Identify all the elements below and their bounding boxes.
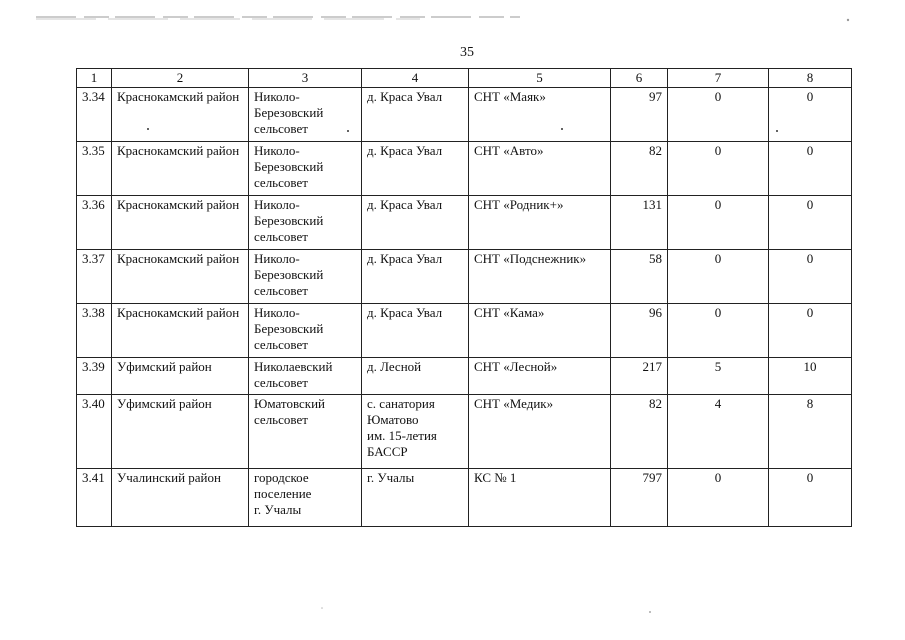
value-col7-cell: 5 [668,358,769,395]
locality-cell: г. Учалы [362,469,469,527]
locality-cell: д. Краса Увал [362,250,469,304]
value-col7-cell: 0 [668,250,769,304]
council-cell: Николаевский сельсовет [249,358,362,395]
value-col6-cell: 797 [611,469,668,527]
district-cell: Краснокамский район [112,304,249,358]
table-row [77,142,852,196]
value-col6-cell: 131 [611,196,668,250]
council-cell: Николо- Березовский сельсовет [249,196,362,250]
column-header: 5 [469,69,611,88]
locality-cell: д. Лесной [362,358,469,395]
row-number: 3.40 [77,395,112,469]
council-cell: Николо- Березовский сельсовет [249,250,362,304]
row-number: 3.41 [77,469,112,527]
value-col7-cell: 4 [668,395,769,469]
value-col6-cell: 82 [611,142,668,196]
value-col6-cell: 97 [611,88,668,142]
value-col8-cell: 0 [769,250,852,304]
object-cell: СНТ «Кама» [469,304,611,358]
column-header: 4 [362,69,469,88]
object-cell: СНТ «Родник+» [469,196,611,250]
object-cell: СНТ «Подснежник» [469,250,611,304]
value-col8-cell: 0 [769,196,852,250]
object-cell: СНТ «Авто» [469,142,611,196]
value-col8-cell: 0 [769,142,852,196]
object-cell: СНТ «Лесной» [469,358,611,395]
scan-header-artifact [0,0,905,30]
column-header: 7 [668,69,769,88]
district-cell: Уфимский район [112,358,249,395]
value-col6-cell: 58 [611,250,668,304]
locality-cell: д. Краса Увал [362,304,469,358]
locality-cell: с. санатория Юматово им. 15-летия БАССР [362,395,469,469]
table-row [77,250,852,304]
table-header-row [77,69,852,88]
table-row [77,469,852,527]
district-cell: Краснокамский район [112,196,249,250]
column-header: 1 [77,69,112,88]
district-cell: Краснокамский район [112,142,249,196]
table-row [77,395,852,469]
object-cell: КС № 1 [469,469,611,527]
page-number: 35 [460,45,474,60]
council-cell: Николо- Березовский сельсовет [249,304,362,358]
column-header: 2 [112,69,249,88]
value-col6-cell: 217 [611,358,668,395]
council-cell: Николо- Березовский сельсовет [249,142,362,196]
value-col8-cell: 10 [769,358,852,395]
row-number: 3.35 [77,142,112,196]
data-table [76,68,852,527]
locality-cell: д. Краса Увал [362,142,469,196]
value-col7-cell: 0 [668,196,769,250]
council-cell: городское поселение г. Учалы [249,469,362,527]
value-col6-cell: 82 [611,395,668,469]
district-cell: Краснокамский район [112,250,249,304]
value-col8-cell: 0 [769,469,852,527]
value-col8-cell: 0 [769,88,852,142]
object-cell: СНТ «Маяк» [469,88,611,142]
value-col7-cell: 0 [668,88,769,142]
column-header: 8 [769,69,852,88]
table-row [77,196,852,250]
row-number: 3.37 [77,250,112,304]
value-col7-cell: 0 [668,304,769,358]
council-cell: Юматовский сельсовет [249,395,362,469]
object-cell: СНТ «Медик» [469,395,611,469]
district-cell: Уфимский район [112,395,249,469]
council-cell: Николо- Березовский сельсовет [249,88,362,142]
row-number: 3.39 [77,358,112,395]
district-cell: Краснокамский район [112,88,249,142]
district-cell: Учалинский район [112,469,249,527]
table-row [77,88,852,142]
value-col7-cell: 0 [668,469,769,527]
column-header: 3 [249,69,362,88]
locality-cell: д. Краса Увал [362,88,469,142]
row-number: 3.34 [77,88,112,142]
row-number: 3.38 [77,304,112,358]
value-col7-cell: 0 [668,142,769,196]
value-col8-cell: 0 [769,304,852,358]
value-col6-cell: 96 [611,304,668,358]
row-number: 3.36 [77,196,112,250]
column-header: 6 [611,69,668,88]
table-row [77,304,852,358]
locality-cell: д. Краса Увал [362,196,469,250]
table-row [77,358,852,395]
value-col8-cell: 8 [769,395,852,469]
